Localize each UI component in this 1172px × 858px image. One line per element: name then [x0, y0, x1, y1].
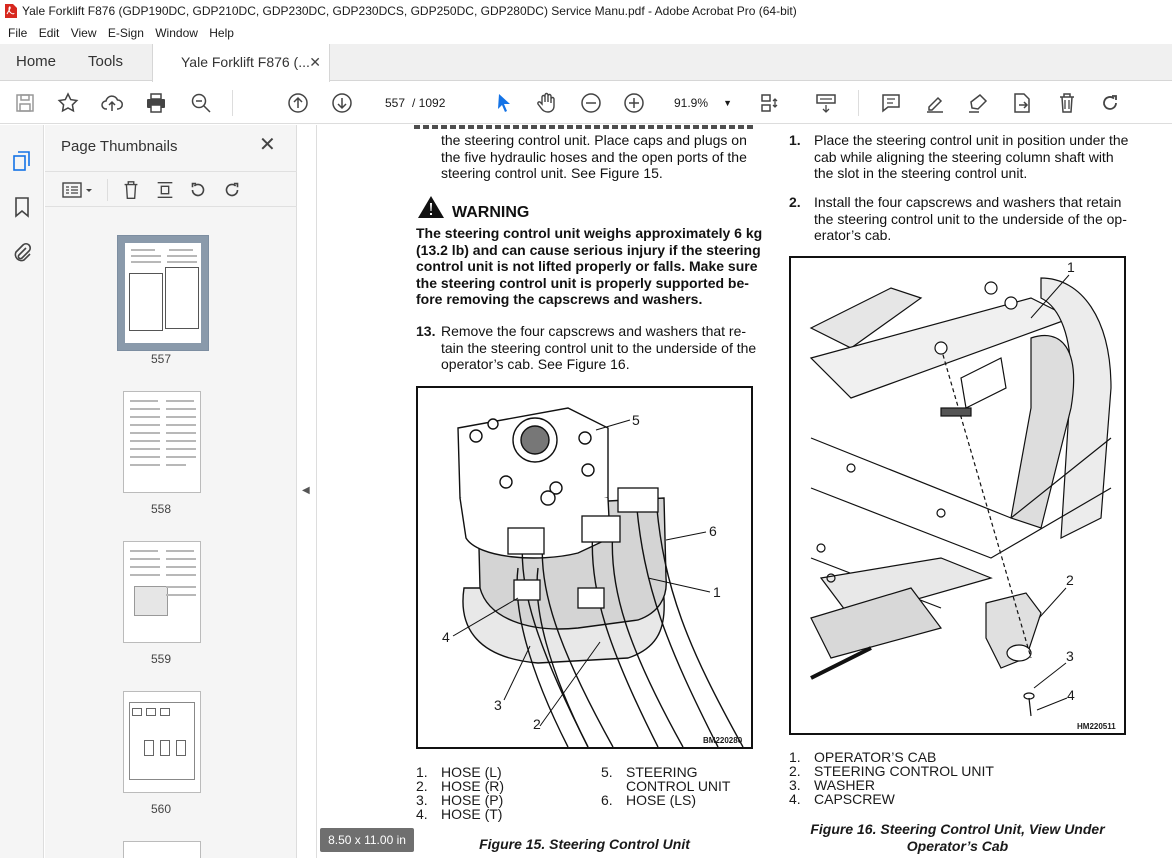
step2-line2: the steering control unit to the underside of the op- — [814, 210, 1127, 227]
page-thumbnails-icon[interactable] — [10, 149, 34, 173]
print-icon[interactable] — [144, 91, 168, 115]
page-total: / 1092 — [412, 96, 446, 110]
highlight-pen-icon[interactable] — [923, 91, 947, 115]
thumbnail-label: 558 — [150, 502, 172, 516]
callout-6: 6 — [709, 523, 717, 539]
main-toolbar — [0, 82, 1172, 124]
cab-underside-illustration — [791, 258, 1124, 733]
legend-item: 3. WASHER — [789, 777, 875, 793]
callout-4: 4 — [442, 629, 450, 645]
upload-cloud-icon[interactable] — [100, 91, 124, 115]
callout-1: 1 — [713, 584, 721, 600]
figure-15-legend-col2 — [601, 765, 730, 807]
cut-off-text-line — [414, 125, 754, 129]
step1-line3: the slot in the steering control unit. — [814, 165, 1028, 182]
step12-line2: the five hydraulic hoses and the open ports of the — [441, 148, 747, 165]
page-size-badge: 8.50 x 11.00 in — [320, 828, 414, 852]
warning-line3: control unit is not lifted properly or falls. Make sure — [416, 258, 758, 275]
chevron-down-icon: ▼ — [723, 98, 732, 108]
redo-icon[interactable] — [1098, 91, 1122, 115]
star-icon[interactable] — [56, 91, 80, 115]
export-pdf-icon[interactable] — [1010, 91, 1034, 115]
legend-item: 5. STEERING — [601, 764, 698, 780]
thumbnail-label: 560 — [150, 802, 172, 816]
legend-item: 3. HOSE (P) — [416, 792, 504, 808]
zoom-in-icon[interactable] — [622, 91, 646, 115]
legend-item: CONTROL UNIT — [626, 778, 731, 794]
menu-window[interactable]: Window — [155, 26, 198, 40]
select-cursor-icon[interactable] — [492, 91, 516, 115]
options-menu-icon[interactable] — [61, 179, 97, 201]
rotate-left-icon[interactable] — [187, 179, 209, 201]
callout-2: 2 — [1066, 572, 1074, 588]
callout-2: 2 — [533, 716, 541, 732]
close-panel-icon[interactable]: ✕ — [259, 134, 276, 156]
zoom-value: 91.9% — [674, 96, 709, 110]
collapse-panel-handle[interactable] — [297, 125, 317, 858]
thumbnail-label: 557 — [150, 352, 172, 366]
legend-item: 6. HOSE (LS) — [601, 792, 697, 808]
figure-15-caption: Figure 15. Steering Control Unit — [479, 836, 690, 852]
legend-item: 4. HOSE (T) — [416, 806, 503, 822]
acrobat-app-icon — [4, 4, 17, 18]
figure-15-legend — [416, 765, 504, 821]
close-tab-icon[interactable]: ✕ — [309, 54, 321, 70]
menu-bar — [0, 22, 1172, 44]
menu-edit[interactable]: Edit — [38, 26, 60, 40]
warning-triangle-icon — [417, 195, 445, 219]
menu-help[interactable]: Help — [209, 26, 234, 40]
step13-line2: tain the steering control unit to the underside of the — [441, 339, 757, 356]
warning-title: WARNING — [452, 204, 530, 221]
delete-icon[interactable] — [1055, 91, 1079, 115]
tab-home[interactable]: Home — [16, 53, 57, 70]
thumbnail-page-560[interactable] — [123, 691, 201, 793]
callout-1: 1 — [1067, 259, 1075, 275]
step13-line3: operator’s cab. See Figure 16. — [441, 356, 630, 373]
thumbnail-page-558[interactable] — [123, 391, 201, 493]
legend-item: 1. OPERATOR’S CAB — [789, 749, 937, 765]
figure-code: BM220280 — [703, 736, 743, 745]
window-title: Yale Forklift F876 (GDP190DC, GDP210DC, GDP230DC, GDP230DCS, GDP250DC, GDP280DC) Service Manu.pdf - Adobe Acrobat Pro (64-bit) — [22, 4, 797, 18]
callout-4: 4 — [1067, 687, 1075, 703]
panel-toolbar — [45, 171, 297, 207]
attachment-icon[interactable] — [10, 241, 34, 265]
save-icon[interactable] — [13, 91, 37, 115]
step1-number: 1. — [789, 132, 801, 148]
step2-line1: Install the four capscrews and washers that retain — [814, 194, 1122, 210]
panel-title: Page Thumbnails — [61, 138, 178, 155]
menu-file[interactable]: File — [8, 26, 28, 40]
thumbnail-panel — [45, 125, 297, 858]
warning-line2: (13.2 lb) and can cause serious injury if the steering — [416, 241, 761, 258]
warning-line5: fore removing the capscrews and washers. — [416, 291, 703, 308]
zoom-search-icon[interactable] — [189, 91, 213, 115]
hand-tool-icon[interactable] — [535, 91, 559, 115]
bookmark-icon[interactable] — [10, 195, 34, 219]
figure-15-steering-control-unit — [416, 386, 753, 749]
left-rail — [0, 125, 44, 858]
step12-line3: steering control unit. See Figure 15. — [441, 165, 663, 182]
extract-page-icon[interactable] — [154, 179, 176, 201]
figure-16-view-under-cab — [789, 256, 1126, 735]
callout-5: 5 — [632, 412, 640, 428]
legend-item: 2. HOSE (R) — [416, 778, 504, 794]
warning-line1: The steering control unit weighs approximately 6 kg — [416, 225, 763, 241]
previous-page-icon[interactable] — [286, 91, 310, 115]
tab-document[interactable] — [152, 44, 330, 82]
legend-item: 2. STEERING CONTROL UNIT — [789, 763, 994, 779]
thumbnail-page-557[interactable] — [117, 235, 209, 351]
menu-esign[interactable]: E-Sign — [107, 26, 144, 40]
step13-line1: Remove the four capscrews and washers that re- — [441, 323, 747, 339]
thumbnail-label: 559 — [150, 652, 172, 666]
step2-number: 2. — [789, 194, 801, 210]
figure-code: HM220511 — [1077, 722, 1116, 731]
warning-line4: the steering control unit is properly supported be- — [416, 274, 749, 291]
step1-line2: cab while aligning the steering column shaft with — [814, 148, 1114, 165]
step2-line3: erator’s cab. — [814, 227, 892, 244]
tab-tools[interactable]: Tools — [88, 53, 124, 70]
thumbnail-page-559[interactable] — [123, 541, 201, 643]
step1-line1: Place the steering control unit in position under the — [814, 132, 1129, 148]
callout-3: 3 — [494, 697, 502, 713]
zoom-out-icon[interactable] — [579, 91, 603, 115]
collapse-arrow-icon: ◀ — [302, 485, 310, 496]
figure-16-caption-line2: Operator’s Cab — [906, 838, 1009, 854]
sign-pen-icon[interactable] — [966, 91, 990, 115]
step12-line1: the steering control unit. Place caps and plugs on — [441, 132, 747, 148]
keyboard-scroll-icon[interactable] — [814, 91, 838, 115]
callout-3: 3 — [1066, 648, 1074, 664]
legend-item: 1. HOSE (L) — [416, 764, 502, 780]
figure-16-legend — [789, 750, 994, 806]
menu-view[interactable]: View — [70, 26, 97, 40]
document-view[interactable] — [318, 125, 1172, 858]
tab-bar — [0, 44, 1172, 81]
thumbnail-page-561[interactable] — [123, 841, 201, 858]
zoom-select[interactable] — [668, 92, 738, 114]
legend-item: 4. CAPSCREW — [789, 791, 895, 807]
delete-page-icon[interactable] — [120, 179, 142, 201]
step13-number: 13. — [416, 323, 436, 339]
figure-16-caption-line1: Figure 16. Steering Control Unit, View Under — [810, 821, 1105, 837]
thumbnail-list — [45, 209, 281, 858]
next-page-icon[interactable] — [330, 91, 354, 115]
page-fit-icon[interactable] — [758, 91, 782, 115]
page-number-input[interactable]: 557 — [374, 92, 410, 114]
rotate-right-icon[interactable] — [221, 179, 243, 201]
steering-unit-illustration — [418, 388, 751, 747]
title-bar — [0, 0, 1172, 22]
comment-icon[interactable] — [879, 91, 903, 115]
tab-document-label: Yale Forklift F876 (... — [181, 54, 310, 70]
